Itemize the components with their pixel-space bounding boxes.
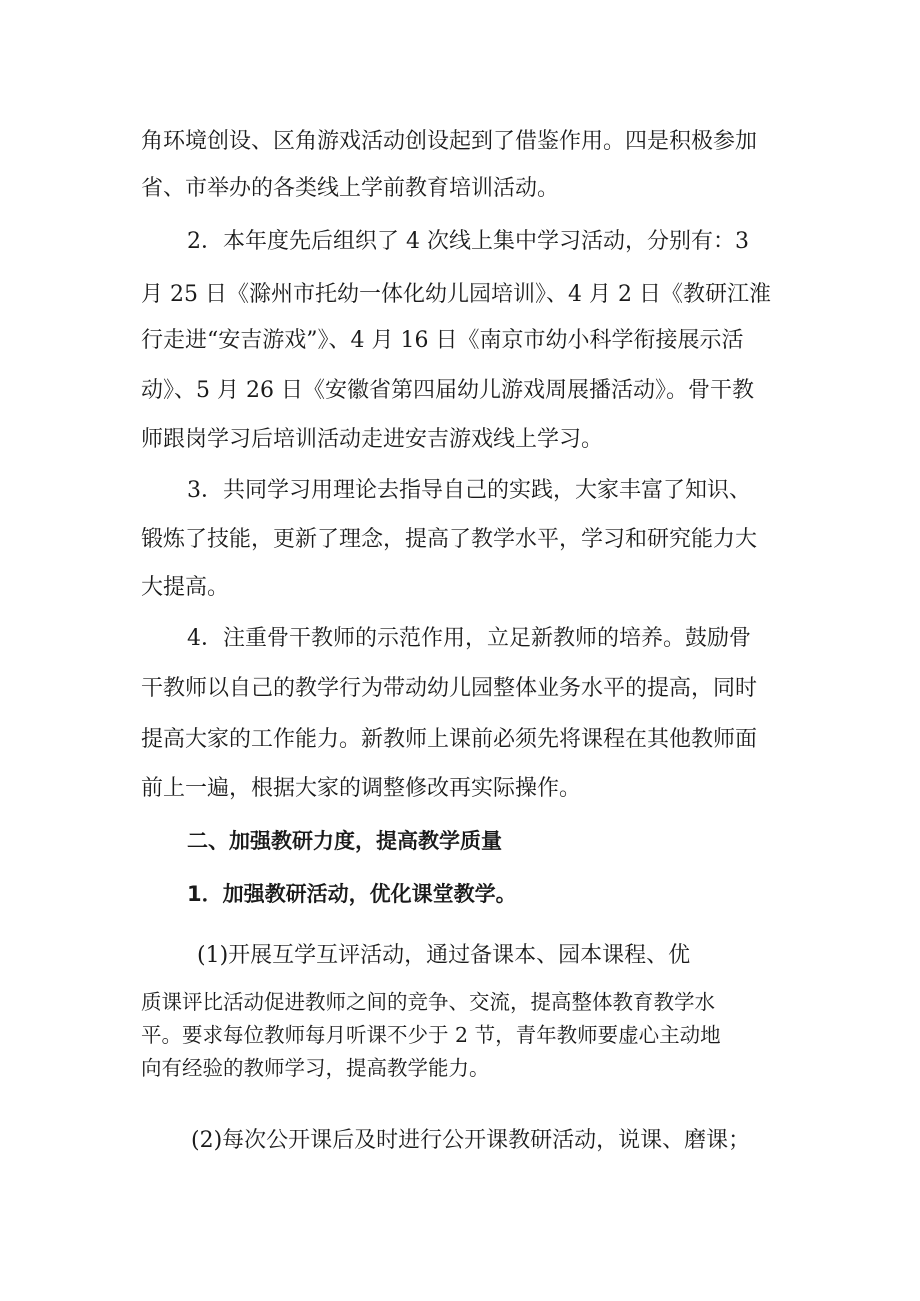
subsection-heading: 1．加强教研活动，优化课堂教学。 bbox=[187, 882, 517, 906]
paragraph-line: (2)每次公开课后及时进行公开课教研活动，说课、磨课； bbox=[191, 1128, 751, 1153]
paragraph-line: 2．本年度先后组织了 4 次线上集中学习活动，分别有：3 bbox=[187, 229, 749, 254]
paragraph-line: 行走进“安吉游戏”》、4 月 16 日《南京市幼小科学衔接展示活 bbox=[141, 328, 744, 353]
paragraph-line: 省、市举办的各类线上学前教育培训活动。 bbox=[141, 176, 560, 201]
paragraph-line: (1)开展互学互评活动，通过备课本、园本课程、优 bbox=[197, 943, 691, 968]
paragraph-line: 3．共同学习用理论去指导自己的实践，大家丰富了知识、 bbox=[187, 478, 751, 503]
paragraph-line: 4．注重骨干教师的示范作用，立足新教师的培养。鼓励骨 bbox=[187, 626, 751, 651]
paragraph-line: 向有经验的教师学习，提高教学能力。 bbox=[141, 1056, 490, 1080]
paragraph-line: 动》、5 月 26 日《安徽省第四届幼儿游戏周展播活动》。骨干教 bbox=[141, 378, 754, 403]
paragraph-line: 大提高。 bbox=[141, 575, 230, 600]
paragraph-line: 前上一遍，根据大家的调整修改再实际操作。 bbox=[141, 776, 582, 801]
section-heading: 二、加强教研力度，提高教学质量 bbox=[187, 829, 502, 853]
paragraph-line: 月 25 日《滁州市托幼一体化幼儿园培训》、4 月 2 日《教研江淮 bbox=[141, 282, 771, 307]
paragraph-line: 质课评比活动促进教师之间的竞争、交流，提高整体教育教学水 bbox=[141, 990, 715, 1014]
paragraph-line: 平。要求每位教师每月听课不少于 2 节，青年教师要虚心主动地 bbox=[141, 1023, 721, 1047]
paragraph-line: 提高大家的工作能力。新教师上课前必须先将课程在其他教师面 bbox=[141, 727, 758, 752]
paragraph-line: 锻炼了技能，更新了理念，提高了教学水平，学习和研究能力大 bbox=[141, 527, 758, 552]
paragraph-line: 角环境创设、区角游戏活动创设起到了借鉴作用。四是积极参加 bbox=[141, 129, 758, 154]
paragraph-line: 干教师以自己的教学行为带动幼儿园整体业务水平的提高，同时 bbox=[141, 676, 758, 701]
paragraph-line: 师跟岗学习后培训活动走进安吉游戏线上学习。 bbox=[141, 427, 604, 452]
